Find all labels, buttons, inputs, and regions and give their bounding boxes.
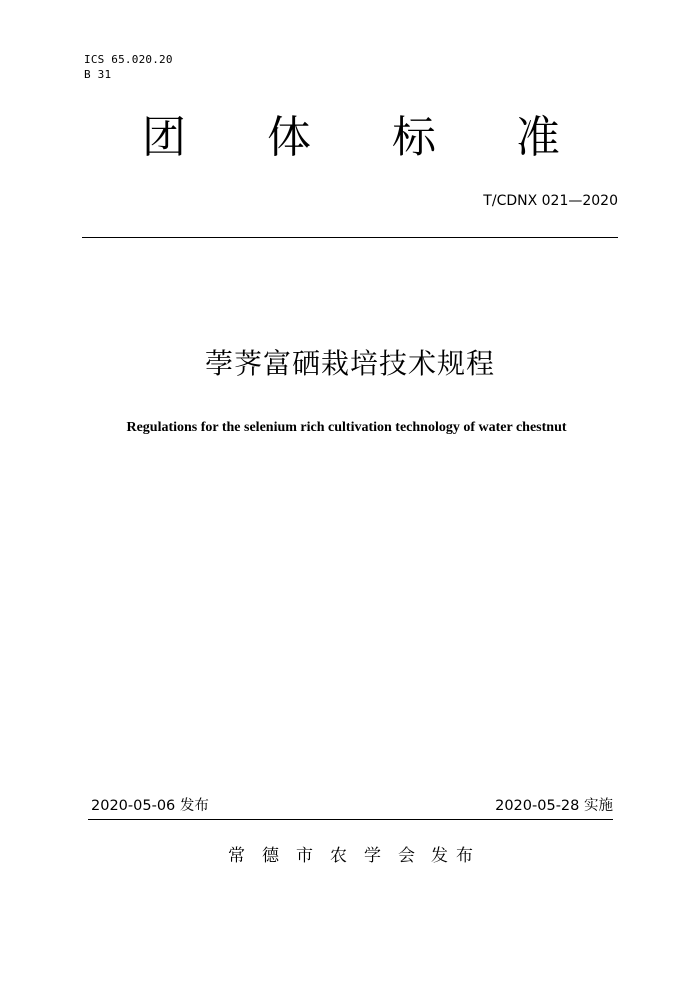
issue-date: 2020-05-06 发布 <box>91 798 209 814</box>
document-title-chinese: 荸荠富硒栽培技术规程 <box>204 347 495 380</box>
standard-type-char: 准 <box>516 112 560 163</box>
standard-type-char: 体 <box>267 112 311 163</box>
issuer-action: 发布 <box>431 846 481 866</box>
issuer-line <box>0 844 700 870</box>
standard-type-char: 团 <box>142 112 186 163</box>
document-title-english: Regulations for the selenium rich cultivation technology of water chestnut <box>126 420 567 435</box>
standard-type-heading <box>0 110 700 170</box>
dates-row <box>88 797 613 820</box>
implementation-date: 2020-05-28 实施 <box>495 798 613 814</box>
ics-code: ICS 65.020.20 <box>84 53 173 66</box>
issuer-name: 常德市农学会 <box>228 846 432 866</box>
ccs-code: B 31 <box>84 68 112 81</box>
standard-number: T/CDNX 021—2020 <box>483 193 618 209</box>
standard-type-char: 标 <box>392 112 436 163</box>
classification-codes <box>84 52 173 82</box>
header-divider <box>82 237 618 238</box>
